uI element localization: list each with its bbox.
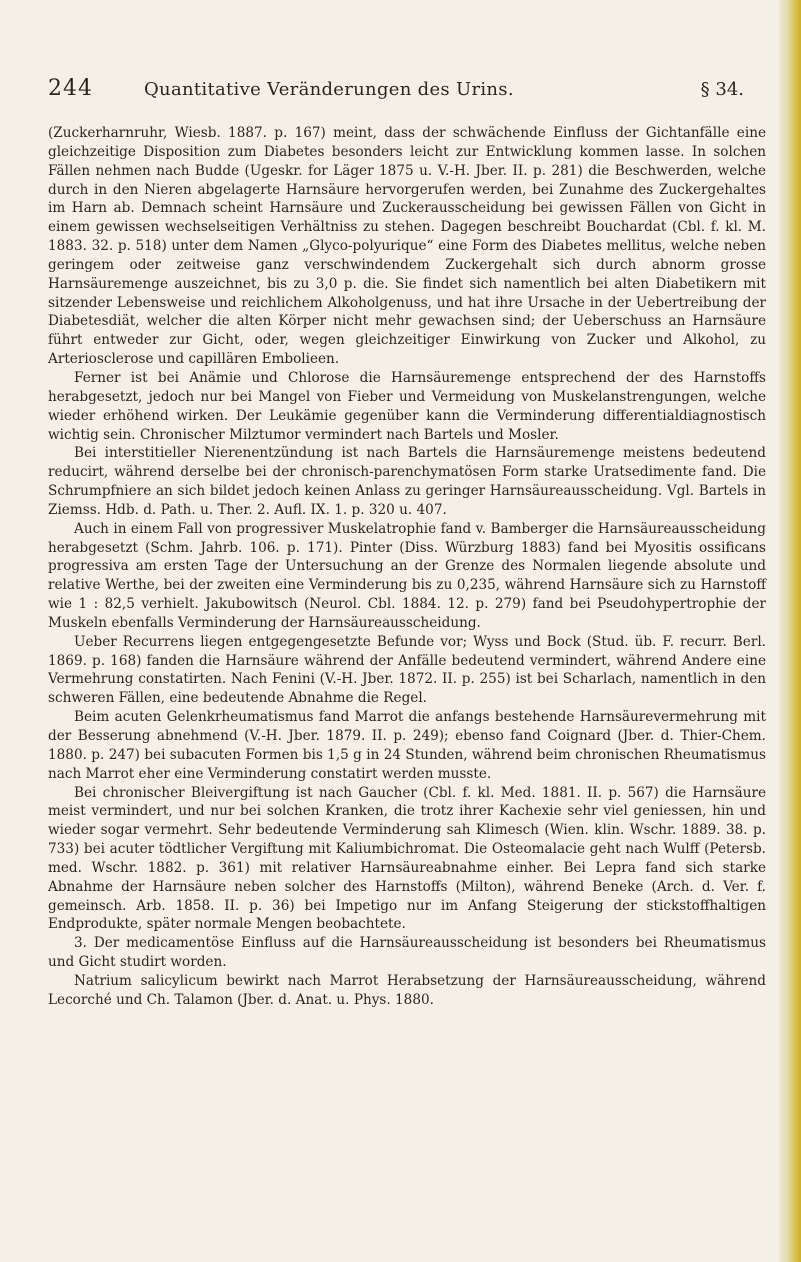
paragraph-interstitial-nephritis: Bei interstitieller Nierenentzündung ist nach Bartels die Harnsäuremenge meistens bedeutend reducirt, während derselbe bei der chronisch-parenchymatösen Form starke Uratsedimente fand. Die Schrumpfniere an sich bildet jedoch keinen Anlass zu geringer Harnsäureausscheidung. Vgl. Bartels in Ziemss. Hdb. d. Path. u. Ther. 2. Aufl. IX. 1. p. 320 u. 407. xyxy=(48,445,766,518)
paragraph-rheumatism: Beim acuten Gelenkrheumatismus fand Marrot die anfangs bestehende Harnsäurevermehrung mit der Besserung abnehmend (V.-H. Jber. 1879. II. p. 249); ebenso fand Coignard (Jber. d. Thier-Chem. 1880. p. 247) bei subacuten Formen bis 1,5 g in 24 Stunden, während beim chronischen Rheumatismus nach Marrot eher eine Verminderung constatirt werden musste. xyxy=(48,709,766,782)
paragraph-gout-diabetes: (Zuckerharnruhr, Wiesb. 1887. p. 167) meint, dass der schwächende Einfluss der Gichtanfälle eine gleichzeitige Disposition zum Diabetes besonders leicht zur Entwicklung kommen lasse. In solchen Fällen nehmen nach Budde (Ugeskr. for Läger 1875 u. V.-H. Jber. II. p. 281) die Beschwerden, welche durch in den Nieren abgelagerte Harnsäure hervorgerufen werden, bei Zunahme des Zuckergehaltes im Harn ab. Demnach scheint Harnsäure und Zuckerausscheidung bei gewissen Fällen von Gicht in einem gewissen wechselseitigen Verhältniss zu stehen. Dagegen beschreibt Bouchardat (Cbl. f. kl. M. 1883. 32. p. 518) unter dem Namen „Glyco-polyurique“ eine Form des Diabetes mellitus, welche neben geringem oder zeitweise ganz verschwindendem Zuckergehalt sich durch abnorm grosse Harnsäuremenge auszeichnet, bis zu 3,0 p. die. Sie findet sich namentlich bei alten Diabetikern mit sitzender Lebensweise und reichlichem Alkoholgenuss, und hat ihre Ursache in der Uebertreibung der Diabetesdiät, welcher die alten Körper nicht mehr gewachsen sind; der Ueberschuss an Harnsäure führt entweder zur Gicht, oder, wegen gleichzeitiger Einwirkung von Zucker und Alkohol, zu Arteriosclerose und capillären Embolieen. xyxy=(48,125,766,368)
paragraph-sodium-salicylate: Natrium salicylicum bewirkt nach Marrot Herabsetzung der Harnsäureausscheidung, während Lecorché und Ch. Talamon (Jber. d. Anat. u. Phys. 1880. xyxy=(48,972,766,1008)
paragraph-muscular-atrophy: Auch in einem Fall von progressiver Muskelatrophie fand v. Bamberger die Harnsäureausscheidung herabgesetzt (Schm. Jahrb. 106. p. 171). Pinter (Diss. Würzburg 1883) fand bei Myositis ossificans progressiva am ersten Tage der Untersuchung an der Grenze des Normalen liegende absolute und relative Werthe, bei der zweiten eine Verminderung bis zu 0,235, während Harnsäure sich zu Harnstoff wie 1 : 82,5 verhielt. Jakubowitsch (Neurol. Cbl. 1884. 12. p. 279) fand bei Pseudohypertrophie der Muskeln ebenfalls Verminderung der Harnsäureausscheidung. xyxy=(48,520,766,631)
page-edge-shadow xyxy=(779,0,801,1262)
section-reference: § 34. xyxy=(700,79,744,100)
running-title: Quantitative Veränderungen des Urins. xyxy=(144,79,514,100)
body-text xyxy=(48,124,766,1010)
paragraph-lead-poisoning: Bei chronischer Bleivergiftung ist nach Gaucher (Cbl. f. kl. Med. 1881. II. p. 567) die Harnsäure meist vermindert, und nur bei solchen Kranken, die trotz ihrer Kachexie sehr viel geniessen, hin und wieder sogar vermehrt. Sehr bedeutende Verminderung sah Klimesch (Wien. klin. Wschr. 1889. 38. p. 733) bei acuter tödtlicher Vergiftung mit Kaliumbichromat. Die Osteomalacie geht nach Wulff (Petersb. med. Wschr. 1882. p. 361) mit relativer Harnsäureabnahme einher. Bei Lepra fand sich starke Abnahme der Harnsäure neben solcher des Harnstoffs (Milton), während Beneke (Arch. d. Ver. f. gemeinsch. Arb. 1858. II. p. 36) bei Impetigo nur im Anfang Steigerung der stickstoffhaltigen Endprodukte, später normale Mengen beobachtete. xyxy=(48,784,766,933)
running-header xyxy=(48,76,768,106)
paragraph-medicamentous-influence: 3. Der medicamentöse Einfluss auf die Harnsäureausscheidung ist besonders bei Rheumatismus und Gicht studirt worden. xyxy=(48,935,766,971)
paragraph-anaemia-chlorosis: Ferner ist bei Anämie und Chlorose die Harnsäuremenge entsprechend der des Harnstoffs herabgesetzt, jedoch nur bei Mangel von Fieber und Vermeidung von Muskelanstrengungen, welche wieder erhöhend wirken. Der Leukämie gegenüber kann die Verminderung differentialdiagnostisch wichtig sein. Chronischer Milztumor vermindert nach Bartels und Mosler. xyxy=(48,369,766,443)
page-number: 244 xyxy=(48,76,93,101)
paragraph-recurrens-scarlet-fever: Ueber Recurrens liegen entgegengesetzte Befunde vor; Wyss und Bock (Stud. üb. F. recurr. Berl. 1869. p. 168) fanden die Harnsäure während der Anfälle bedeutend vermindert, während Andere eine Vermehrung constatirten. Nach Fenini (V.-H. Jber. 1872. II. p. 255) ist bei Scharlach, namentlich in den schweren Fällen, eine bedeutende Abnahme die Regel. xyxy=(48,633,766,707)
